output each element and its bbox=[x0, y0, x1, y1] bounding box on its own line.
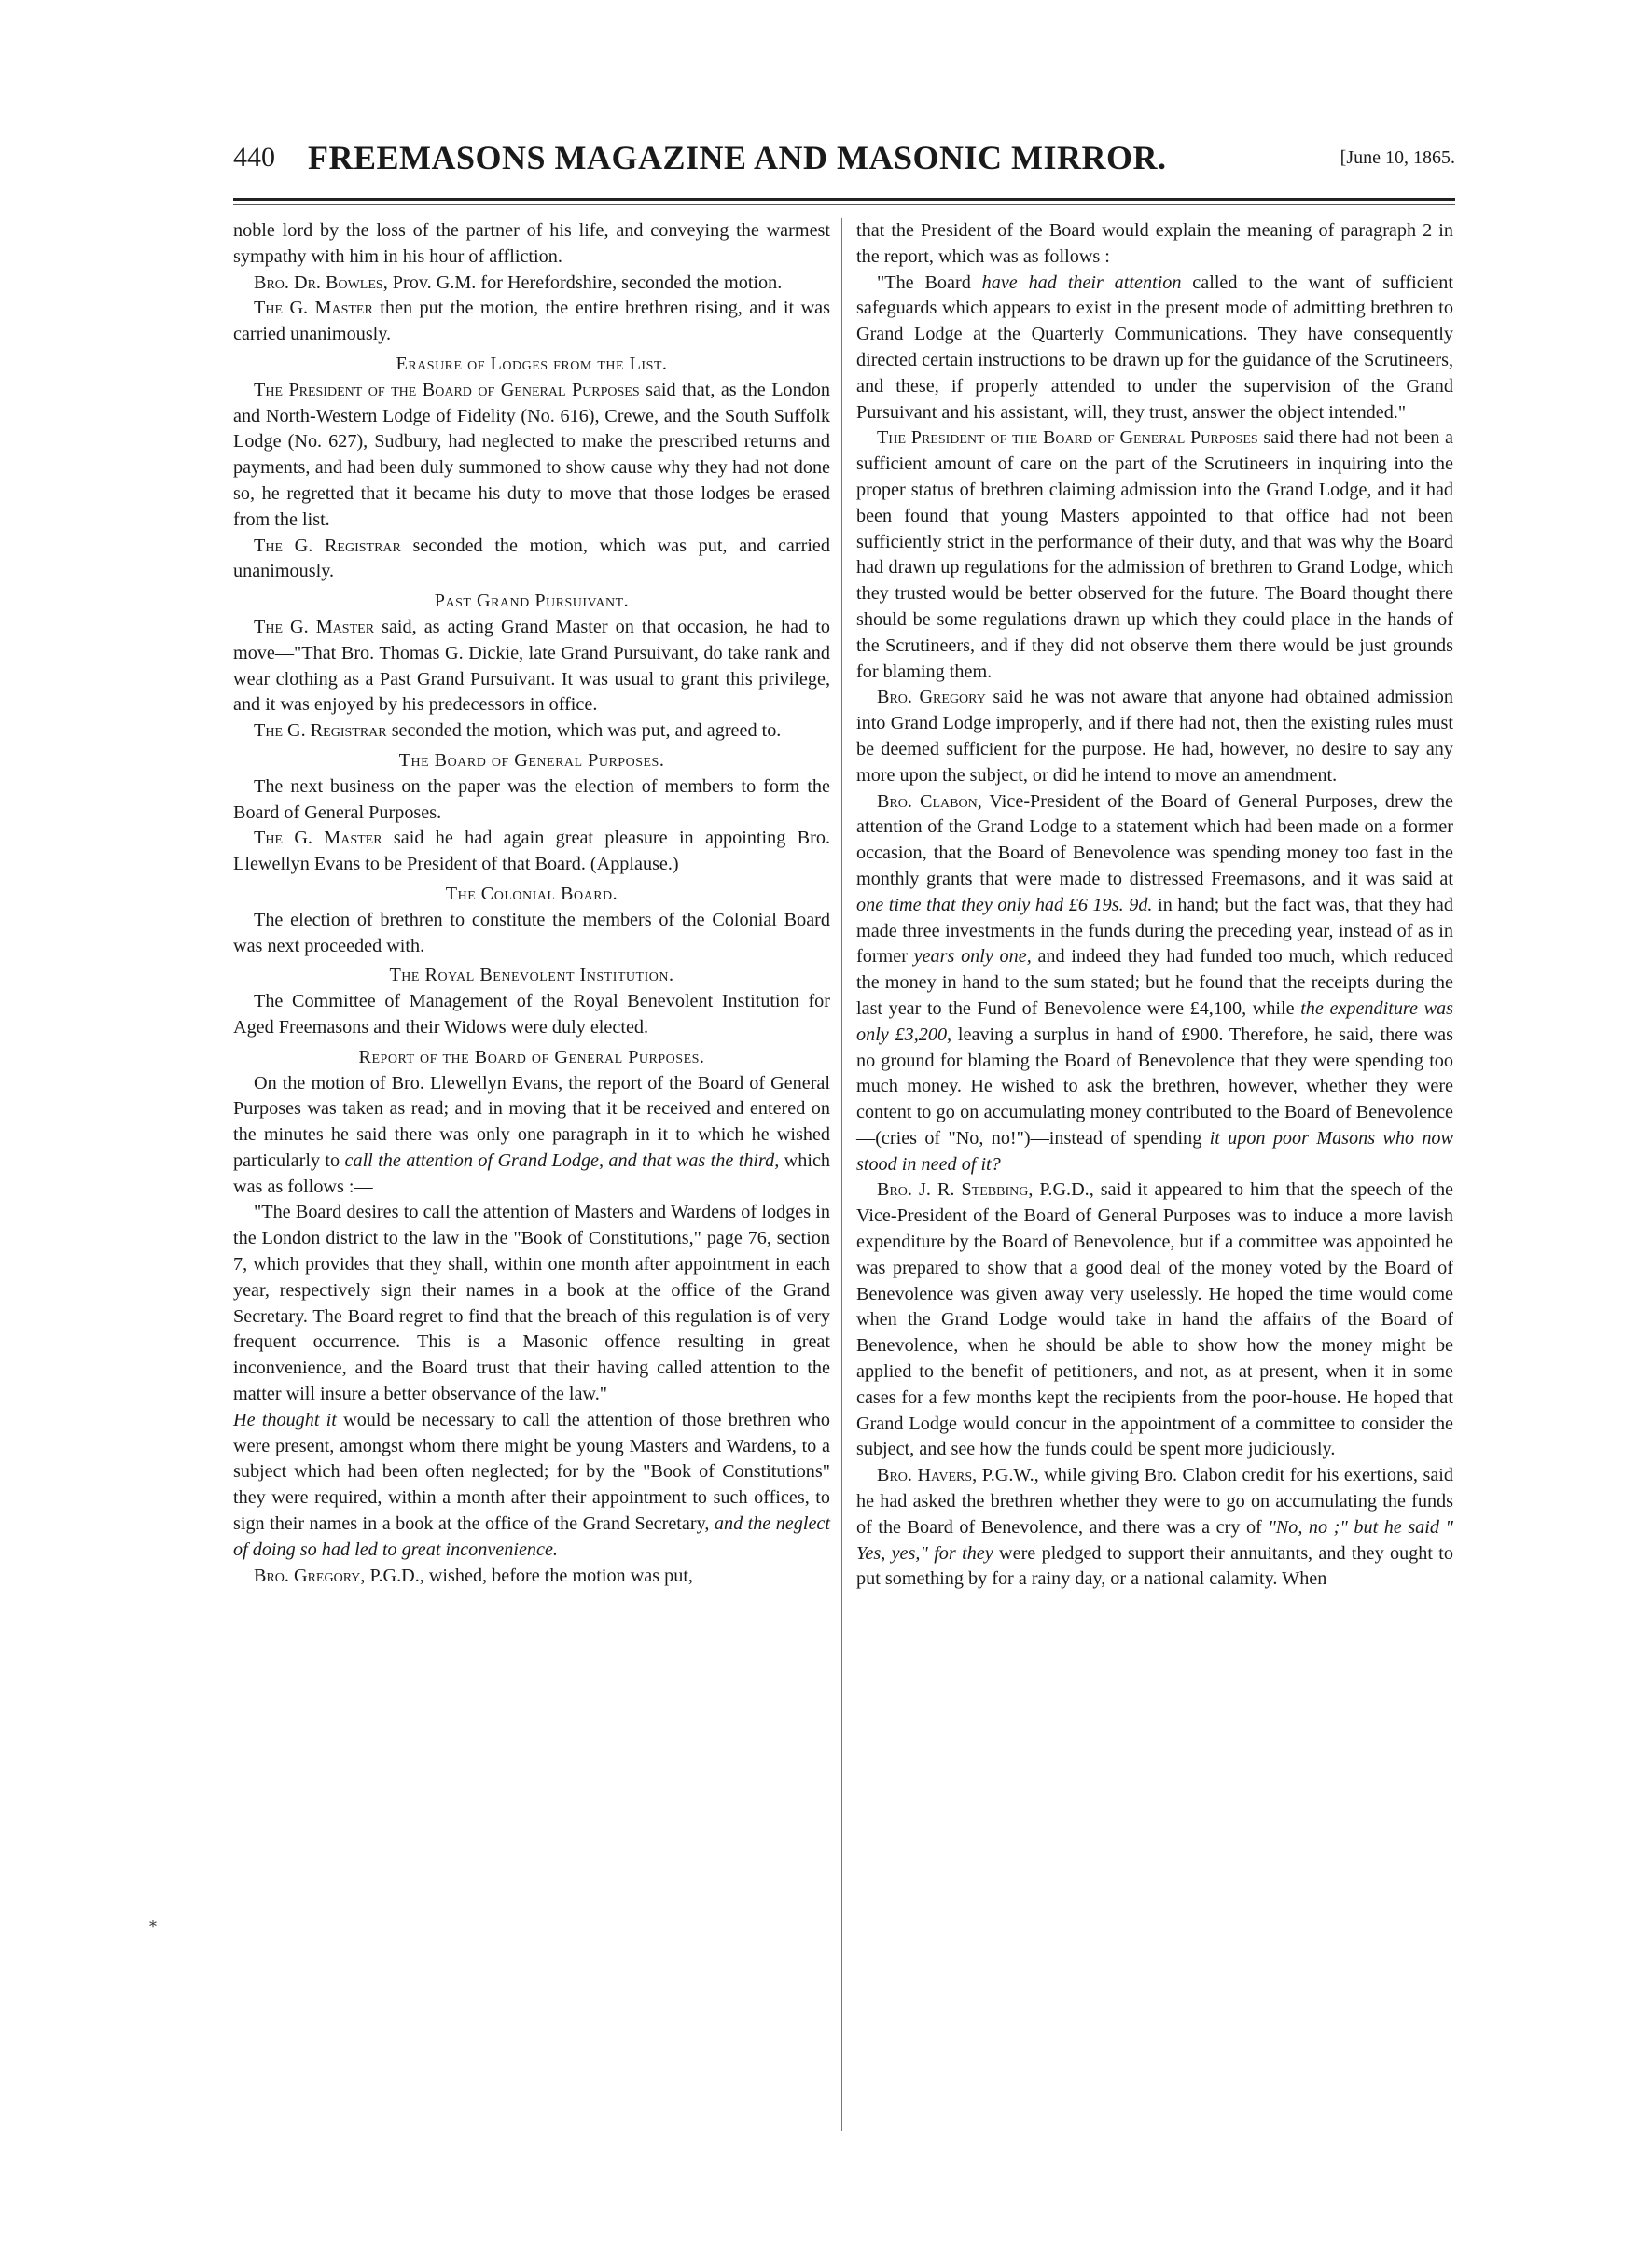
paragraph: The G. Master then put the motion, the entire brethren rising, and it was carried unanimously. bbox=[233, 298, 830, 345]
paragraph: He thought it would be necessary to call the attention of those brethren who were present, amongst whom there might be young Masters and Wardens, to a subject which had been often neglected; for by the "Book of Constitutions" they were required, within a month after their appointment to such offices, to sign their names in a book at the office of the Grand Secretary, and the neglect of doing so had led to great inconvenience. bbox=[233, 1409, 830, 1560]
section-heading: The Colonial Board. bbox=[445, 883, 618, 904]
header-rule-thin bbox=[233, 204, 1455, 205]
quoted-report: "The Board have had their attention called to the want of sufficient safeguards which appears to exist in the present mode of admitting brethren to Grand Lodge at the Quarterly Communications. They have consequently directed certain instructions to be drawn up for the guidance of the Scrutineers, and these, if properly attended to under the supervision of the Grand Pursuivant and his assistant, will, they trust, answer the object intended." bbox=[856, 272, 1453, 423]
paragraph: that the President of the Board would explain the meaning of paragraph 2 in the report, which was as follows :— bbox=[856, 220, 1453, 267]
paragraph: The G. Master said he had again great pleasure in appointing Bro. Llewellyn Evans to be President of that Board. (Applause.) bbox=[233, 828, 830, 875]
section-heading: Past Grand Pursuivant. bbox=[434, 591, 630, 612]
paragraph: Bro. J. R. Stebbing, P.G.D., said it appeared to him that the speech of the Vice-President of the Board of General Purposes was to induce a more lavish expenditure by the Board of Benevolence, but if a committee was appointed he was prepared to show that a good deal of the money voted by the Board of Benevolence was given away very uselessly. He hoped the time would come when the Grand Lodge would take in hand the affairs of the Board of Benevolence, when he should be able to show how the money might be applied to the benefit of petitioners, and not, as at present, when it in some cases for a few months kept the recipients from the poor-house. He hoped that Grand Lodge would concur in the appointment of a committee to consider the subject, and see how the funds could be spent more judiciously. bbox=[856, 1179, 1454, 1460]
right-column bbox=[856, 218, 1453, 1593]
paragraph: The President of the Board of General Purposes said that, as the London and North-Western Lodge of Fidelity (No. 616), Crewe, and the South Suffolk Lodge (No. 627), Sudbury, had neglected to make the prescribed returns and payments, and had been duly summoned to show cause why they had not done so, he regretted that it became his duty to move that those lodges be erased from the list. bbox=[233, 379, 830, 530]
paragraph: The G. Registrar seconded the motion, which was put, and carried unanimously. bbox=[233, 535, 830, 582]
page-number: 440 bbox=[233, 142, 275, 173]
paragraph: The G. Registrar seconded the motion, which was put, and agreed to. bbox=[254, 720, 782, 742]
section-heading: The Board of General Purposes. bbox=[398, 749, 665, 771]
section-heading: The Royal Benevolent Institution. bbox=[389, 965, 674, 986]
paragraph: The G. Master said, as acting Grand Master on that occasion, he had to move—"That Bro. Thomas G. Dickie, late Grand Pursuivant, do take rank and wear clothing as a Past Grand Pursuivant. It was usual to grant this privilege, and it was enjoyed by his predecessors in office. bbox=[233, 616, 830, 716]
paragraph: The election of brethren to constitute the members of the Colonial Board was next proceeded with. bbox=[233, 909, 830, 956]
masthead-title: FREEMASONS MAGAZINE AND MASONIC MIRROR. bbox=[308, 139, 1167, 176]
paragraph: On the motion of Bro. Llewellyn Evans, the report of the Board of General Purposes was taken as read; and in moving that it be received and entered on the minutes he said there was only one paragraph in it to which he wished particularly to call the attention of Grand Lodge, and that was the third, which was as follows :— bbox=[233, 1072, 830, 1197]
header-rule-thick bbox=[233, 198, 1455, 201]
paragraph: The next business on the paper was the election of members to form the Board of General Purposes. bbox=[233, 775, 830, 823]
paragraph: Bro. Gregory said he was not aware that anyone had obtained admission into Grand Lodge improperly, and if there had not, then the existing rules must be deemed sufficient for the purpose. He had, however, no desire to say any more upon the subject, or did he intend to move an amendment. bbox=[856, 687, 1453, 786]
paragraph: Bro. Gregory, P.G.D., wished, before the motion was put, bbox=[254, 1565, 693, 1586]
paragraph: The Committee of Management of the Royal Benevolent Institution for Aged Freemasons and their Widows were duly elected. bbox=[233, 991, 830, 1038]
paragraph: Bro. Clabon, Vice-President of the Board of General Purposes, drew the attention of the Grand Lodge to a statement which had been made on a former occasion, that the Board of Benevolence was spending money too fast in the monthly grants that were made to distressed Freemasons, and it was said at one time that they only had £6 19s. 9d. in hand; but the fact was, that they had made three investments in the funds during the preceding year, instead of as in former years only one, and indeed they had funded too much, which reduced the money in hand to the sum stated; but he found that the receipts during the last year to the Fund of Benevolence were £4,100, while the expenditure was only £3,200, leaving a surplus in hand of £900. Therefore, he said, there was no ground for blaming the Board of Benevolence that they were spending too much money. He wished to ask the brethren, however, whether they were content to go on accumulating money contributed to the Board of Benevolence—(cries of "No, no!")—instead of spending it upon poor Masons who now stood in need of it? bbox=[856, 790, 1453, 1175]
issue-date: [June 10, 1865. bbox=[1340, 147, 1455, 168]
quoted-report: "The Board desires to call the attention of Masters and Wardens of lodges in the London district to the law in the "Book of Constitutions," page 76, section 7, which provides that they shall, within one month after appointment in each year, respectively sign their names in a book at the office of the Grand Secretary. The Board regret to find that the breach of this regulation is of very frequent occurrence. This is a Masonic offence resulting in great inconvenience, and the Board trust that their having called attention to the matter will insure a better observance of the law." bbox=[233, 1202, 830, 1405]
section-heading: Report of the Board of General Purposes. bbox=[358, 1046, 705, 1067]
margin-mark: * bbox=[149, 1917, 157, 1935]
paragraph: noble lord by the loss of the partner of his life, and conveying the warmest sympathy with him in his hour of affliction. bbox=[233, 220, 830, 267]
page-header bbox=[233, 138, 1455, 183]
paragraph: The President of the Board of General Purposes said there had not been a sufficient amount of care on the part of the Scrutineers in inquiring into the proper status of brethren claiming admission into the Grand Lodge, and it had been found that young Masters appointed to that office had not been sufficiently strict in the performance of their duty, and that was why the Board had drawn up regulations for the admission of brethren to Grand Lodge, which they trusted would be better observed for the future. The Board thought there should be some regulations drawn up which they could place in the hands of the Scrutineers, and if they did not observe them there would be just grounds for blaming them. bbox=[856, 427, 1453, 682]
paragraph: Bro. Dr. Bowles, Prov. G.M. for Herefordshire, seconded the motion. bbox=[254, 272, 783, 293]
paragraph: Bro. Havers, P.G.W., while giving Bro. Clabon credit for his exertions, said he had asked the brethren whether they were to go on accumulating the funds of the Board of Benevolence, and there was a cry of "No, no ;" but he said " Yes, yes," for they were pledged to support their annuitants, and they ought to put something by for a rainy day, or a national calamity. When bbox=[856, 1465, 1454, 1590]
section-heading: Erasure of Lodges from the List. bbox=[396, 353, 668, 374]
left-column bbox=[233, 218, 830, 1589]
column-divider bbox=[841, 218, 842, 2131]
